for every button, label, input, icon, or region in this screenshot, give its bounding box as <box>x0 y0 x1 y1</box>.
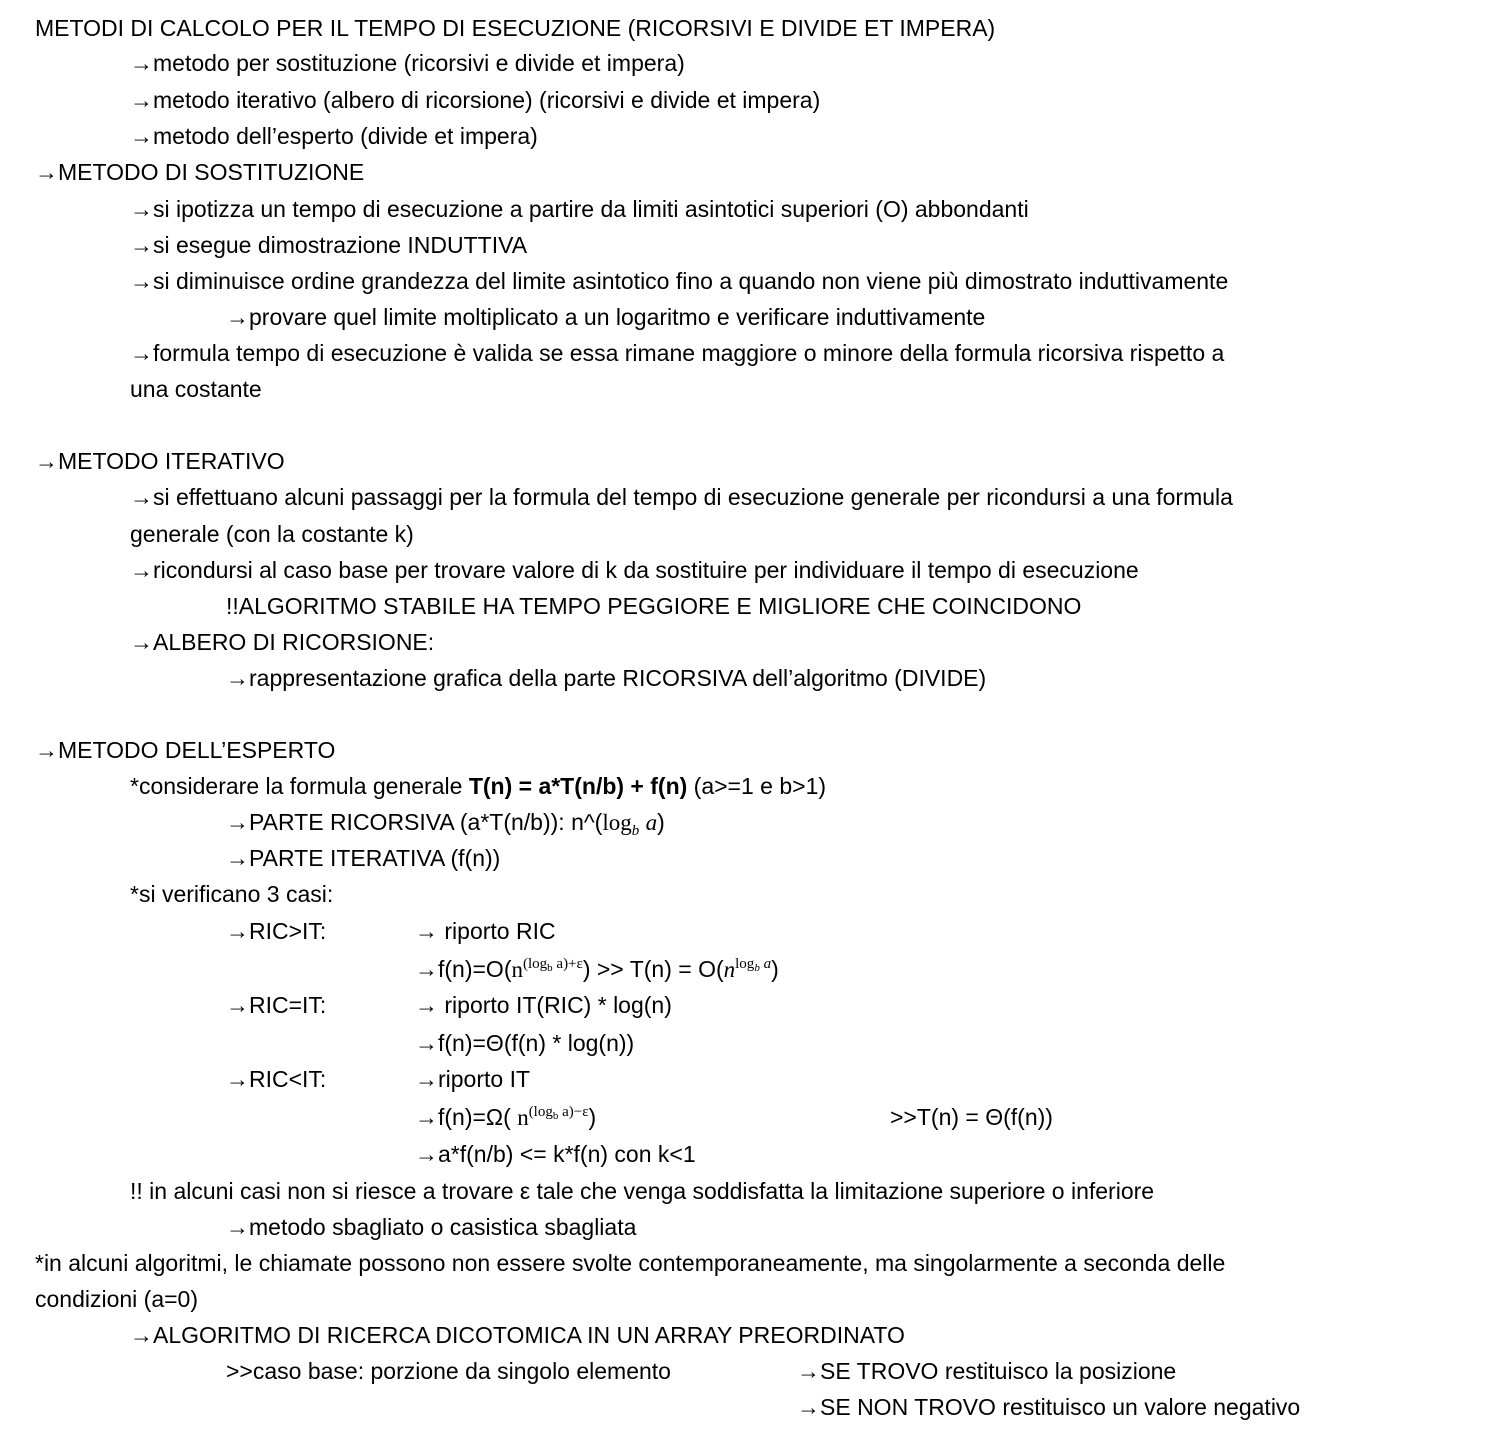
arrow-icon: → <box>130 50 153 76</box>
line-text: condizioni (a=0) <box>35 1286 199 1312</box>
list-item <box>130 195 1029 223</box>
arrow-icon: → <box>226 304 249 330</box>
list-item <box>130 556 1139 584</box>
note-text: !!ALGORITMO STABILE HA TEMPO PEGGIORE E MIGLIORE CHE COINCIDONO <box>226 593 1082 619</box>
line-text: RIC>IT: <box>249 918 327 944</box>
arrow-icon: → <box>415 992 438 1018</box>
line-text: riporto IT(RIC) * log(n) <box>438 992 672 1018</box>
line-text: metodo iterativo (albero di ricorsione) (ricorsivi e divide et impera) <box>153 87 821 113</box>
line-text: ) <box>657 809 665 835</box>
arrow-icon: → <box>415 956 438 982</box>
arrow-icon: → <box>226 665 249 691</box>
list-item <box>130 483 1233 511</box>
note-text: !! in alcuni casi non si riesce a trovare ε tale che venga soddisfatta la limitazione superiore o inferiore <box>130 1178 1155 1204</box>
line-text: PARTE ITERATIVA (f(n)) <box>249 845 501 871</box>
line-text: si esegue dimostrazione INDUTTIVA <box>153 232 528 258</box>
list-item <box>226 808 665 840</box>
math-arg: a <box>645 810 658 835</box>
list-item <box>226 1213 636 1241</box>
line-text: *si verificano 3 casi: <box>130 881 334 907</box>
line-text: SE NON TROVO restituisco un valore negativo <box>820 1394 1301 1420</box>
line-text: si effettuano alcuni passaggi per la formula del tempo di esecuzione generale per ricondursi a una formula <box>153 484 1233 510</box>
line-text: metodo dell’esperto (divide et impera) <box>153 123 538 149</box>
line-text: ) <box>771 956 779 982</box>
arrow-icon: → <box>797 1394 820 1420</box>
line-text: ) >> T(n) = O( <box>582 956 724 982</box>
arrow-icon: → <box>130 268 153 294</box>
line-text: provare quel limite moltiplicato a un logaritmo e verificare induttivamente <box>249 304 986 330</box>
list-item <box>130 1321 905 1349</box>
arrow-icon: → <box>130 123 153 149</box>
list-item <box>130 339 1224 367</box>
arrow-icon: → <box>415 918 438 944</box>
arrow-icon: → <box>130 232 153 258</box>
arrow-icon: → <box>415 1104 438 1130</box>
arrow-icon: → <box>797 1358 820 1384</box>
arrow-icon: → <box>226 918 249 944</box>
line-text: f(n)=Θ(f(n) * log(n)) <box>438 1030 635 1056</box>
heading-text: METODO ITERATIVO <box>58 448 285 474</box>
math-log: log <box>602 810 632 835</box>
heading-text: METODO DELL’ESPERTO <box>58 737 336 763</box>
list-item <box>130 86 820 114</box>
line-text: ALGORITMO DI RICERCA DICOTOMICA IN UN ARRAY PREORDINATO <box>153 1322 905 1348</box>
line-text: rappresentazione grafica della parte RICORSIVA dell’algoritmo (DIVIDE) <box>249 665 987 691</box>
line-text: *considerare la formula generale <box>130 773 469 799</box>
line-text: metodo sbagliato o casistica sbagliata <box>249 1214 637 1240</box>
line-text: si ipotizza un tempo di esecuzione a partire da limiti asintotici superiori (O) abbondanti <box>153 196 1029 222</box>
arrow-icon: → <box>226 845 249 871</box>
list-item <box>797 1357 1176 1385</box>
arrow-icon: → <box>130 557 153 583</box>
line-text: RIC=IT: <box>249 992 327 1018</box>
line-text: *in alcuni algoritmi, le chiamate possono non essere svolte contemporaneamente, ma singolarmente a seconda delle <box>35 1250 1226 1276</box>
case-label <box>226 991 326 1019</box>
line-text: riporto RIC <box>438 918 556 944</box>
list-item <box>415 917 556 945</box>
arrow-icon: → <box>226 809 249 835</box>
section-heading <box>35 447 285 475</box>
formula-line <box>415 1029 634 1057</box>
formula-line <box>415 1103 596 1136</box>
arrow-icon: → <box>130 87 153 113</box>
line-text: SE TROVO restituisco la posizione <box>820 1358 1177 1384</box>
line-text: RIC<IT: <box>249 1066 327 1092</box>
list-item <box>226 844 500 872</box>
list-item <box>130 267 1228 295</box>
math-n: n <box>511 957 523 982</box>
math-base: b <box>631 823 640 839</box>
line-text: PARTE RICORSIVA (a*T(n/b)): n^( <box>249 809 603 835</box>
math-exp: (logb a)+ε <box>522 956 583 974</box>
line-text: (a>=1 e b>1) <box>687 773 827 799</box>
arrow-icon: → <box>415 1141 438 1167</box>
master-formula: T(n) = a*T(n/b) + f(n) <box>468 773 688 799</box>
arrow-icon: → <box>35 737 58 763</box>
line-text: ricondursi al caso base per trovare valore di k da sostituire per individuare il tempo di esecuzione <box>153 557 1139 583</box>
formula-result: >>T(n) = Θ(f(n)) <box>890 1104 1053 1130</box>
line-text: formula tempo di esecuzione è valida se essa rimane maggiore o minore della formula ricorsiva rispetto a <box>153 340 1225 366</box>
math-exp: logb a <box>735 956 772 974</box>
line-text: f(n)=Ω( <box>438 1104 518 1130</box>
formula-line <box>415 1140 696 1168</box>
list-item <box>130 628 434 656</box>
arrow-icon: → <box>130 1322 153 1348</box>
arrow-icon: → <box>226 1214 249 1240</box>
arrow-icon: → <box>226 992 249 1018</box>
list-item <box>797 1393 1300 1421</box>
case-label <box>226 1065 326 1093</box>
arrow-icon: → <box>35 448 58 474</box>
line-text: ) <box>588 1104 597 1130</box>
arrow-icon: → <box>35 159 58 185</box>
line-text: riporto IT <box>438 1066 531 1092</box>
arrow-icon: → <box>130 629 153 655</box>
arrow-icon: → <box>130 484 153 510</box>
arrow-icon: → <box>130 196 153 222</box>
list-item <box>130 49 685 77</box>
arrow-icon: → <box>130 340 153 366</box>
math-exp: (logb a)−ε <box>528 1104 589 1122</box>
arrow-icon: → <box>226 1066 249 1092</box>
arrow-icon: → <box>415 1066 438 1092</box>
formula-line <box>130 772 826 800</box>
section-heading <box>35 736 335 764</box>
formula-line <box>415 955 779 988</box>
heading-text: METODO DI SOSTITUZIONE <box>58 159 365 185</box>
line-text: una costante <box>130 376 262 402</box>
math-n: n <box>723 957 736 982</box>
arrow-icon: → <box>415 1030 438 1056</box>
case-label <box>226 917 326 945</box>
list-item <box>130 122 538 150</box>
list-item <box>415 1065 530 1093</box>
line-text: a*f(n/b) <= k*f(n) con k<1 <box>438 1141 696 1167</box>
line-text: ALBERO DI RICORSIONE: <box>153 629 435 655</box>
line-text: >>caso base: porzione da singolo elemento <box>226 1358 671 1384</box>
line-text: si diminuisce ordine grandezza del limite asintotico fino a quando non viene più dimostrato induttivamente <box>153 268 1229 294</box>
list-item <box>226 303 985 331</box>
section-heading <box>35 158 364 186</box>
list-item <box>130 231 527 259</box>
line-text: metodo per sostituzione (ricorsivi e divide et impera) <box>153 50 685 76</box>
line-text: f(n)=O( <box>438 956 512 982</box>
list-item <box>226 664 986 692</box>
line-text: generale (con la costante k) <box>130 521 414 547</box>
math-n: n <box>517 1105 529 1130</box>
list-item <box>415 991 672 1019</box>
page-title: METODI DI CALCOLO PER IL TEMPO DI ESECUZIONE (RICORSIVI E DIVIDE ET IMPERA) <box>35 15 996 41</box>
